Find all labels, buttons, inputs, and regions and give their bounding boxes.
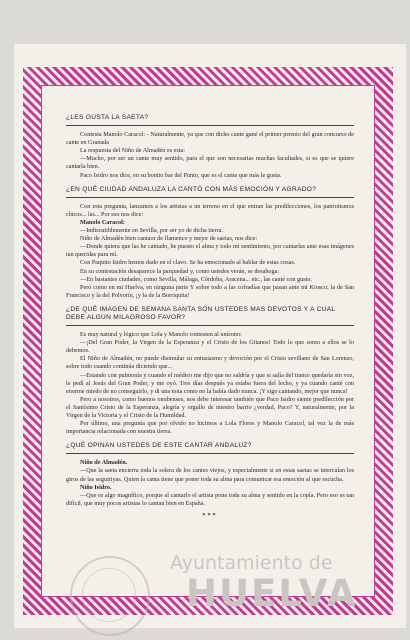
- paragraph: Niño de Almadén bien cantaor de flamenco y mejor de saetas, nos dice:: [80, 235, 258, 243]
- question-heading: ¿DE QUÉ IMAGEN DE SEMANA SANTA SON USTEDES MAS DEVOTOS Y A CUAL DEBE ALGUN MILAGROSO FAVOR?: [66, 305, 336, 321]
- speaker-label: Niño Isidro.: [80, 483, 112, 491]
- paragraph: Por último, una pregunta que por olvido no hicimos a Lola Flores y Manolo Caracol, tal vez la de más importancia relacionada con nuestra tierra.: [66, 420, 354, 436]
- speaker-label: Niño de Almadén.: [80, 459, 128, 467]
- paragraph: —Indiscutiblemente en Sevilla, por ser yo de dicha tierra.: [80, 227, 223, 235]
- divider: [66, 197, 354, 198]
- paragraph: Contesta Manolo Caracol: - Naturalmente, ya que con dicho cante gané el primer premio del gran concurso de cante en Granada: [66, 131, 354, 147]
- page-sheet: [14, 44, 406, 628]
- paragraph: Con esta pregunta, lanzamos a los artistas a un terreno en el que entran las predilecciones, los patriotismos chicos... las... Por eso nos dice:: [66, 202, 354, 218]
- paragraph: Con Paquito Isidro hemos dado en el clavo. Se ha emocionado al hablar de estas cosas.: [80, 259, 296, 267]
- text-panel: [41, 85, 375, 597]
- watermark: [170, 552, 400, 624]
- watermark-title: HUELVA: [186, 572, 358, 615]
- municipal-seal-watermark: [70, 556, 150, 636]
- article-content: [66, 108, 354, 580]
- paragraph: El Niño de Almadén, no puede disimular su entusiasmo y devoción por el Cristo sevillano de San Lorenzo, sobre todo cuando continúa diciendo que...: [66, 355, 354, 371]
- paragraph: —Donde quiera que las he cantado, he puesto el alma y todo mi sentimiento, por cantarlas ante esas imágenes tan queridas para mí.: [66, 243, 354, 259]
- paragraph: Pero como en mi Huelva, en ninguna parte Y sobre todo a las cofradías que pasan ante mi Kiosco; la de San Francisco y la del Polvorín, ¡y la de la Borriquita!: [66, 283, 354, 299]
- paragraph: La respuesta del Niño de Almadén es esta:: [80, 147, 185, 155]
- paragraph: —Estando con pulmonía y cuando el médico me dijo que no saldría y que si salía del trance quedaría sin voz, le pedí al Jesús del Gran Poder, y me oyó. Tres días después ya estaba fuera del lecho, y ya cuando canté con enorme miedo de no conseguirlo, y di una nota como no la había dado nunca. ¡Y sigo cantando, mejor que nunca!: [66, 371, 354, 395]
- decorative-border: [23, 67, 393, 615]
- divider: [66, 453, 354, 454]
- paragraph: —En bastantes ciudades, como Sevilla, Málaga, Córdoba, Aracena... etc., las canté con gusto.: [80, 275, 312, 283]
- paragraph: Es muy natural y lógico que Lola y Manolo contesten al unísono:: [80, 331, 242, 339]
- paragraph: —¡Del Gran Poder, la Virgen de la Esperanza y el Cristo de los Gitanos! Todo lo que somo a ellos se lo debemos.: [66, 339, 354, 355]
- paragraph: En su contestación desaparece la parquedad y, como ustedes verán, se desahoga:: [80, 267, 280, 275]
- divider: [66, 325, 354, 326]
- paragraph: Paco Isidro nos dice, en su bonito bar del Punto, que es el cante que más le gusta.: [80, 171, 282, 179]
- paragraph: —Mucho, por ser un cante muy sentido, para el que son necesarias muchas facultades, si es que se quiere cantarla bien.: [66, 155, 354, 171]
- speaker-label: Manolo Caracol:: [80, 218, 125, 226]
- paragraph: —Que es algo magnífico, porque al cantarlo el artista pone toda su alma y sentido en la copla. Pero eso es tan difícil, que muy pocos artistas lo cantan bien en España.: [66, 491, 354, 507]
- question-heading: ¿LES GUSTA LA SAETA?: [66, 114, 149, 121]
- question-heading: ¿QUÉ OPINAN USTEDES DE ESTE CANTAR ANDALUZ?: [66, 442, 252, 450]
- paragraph: Pero a nosotros, como buenos onubenses, nos debe interesar también que Paco Isidro siente predilección por el Santísimo Cristo de la Esperanza, alegría y orgullo de nuestro barrio ¿verdad, Paco? Y, naturalmente, por la Virgen de la Victoria y el Cristo de la Humildad.: [66, 395, 354, 419]
- closing-mark: ***: [202, 511, 218, 519]
- question-heading: ¿EN QUÉ CIUDAD ANDALUZA LA CANTÓ CON MÁS EMOCIÓN Y AGRADO?: [66, 185, 317, 193]
- paragraph: —Que la saeta encierra toda la solera de los cantes viejos, y especialmente si en estas saetas se intercalan los giros de las seguiriyas. Quien la canta tiene que poner toda su alma para comunicar esa emoción al que escucha.: [66, 467, 354, 483]
- watermark-subtitle: Ayuntamiento de: [170, 552, 333, 574]
- divider: [66, 125, 354, 126]
